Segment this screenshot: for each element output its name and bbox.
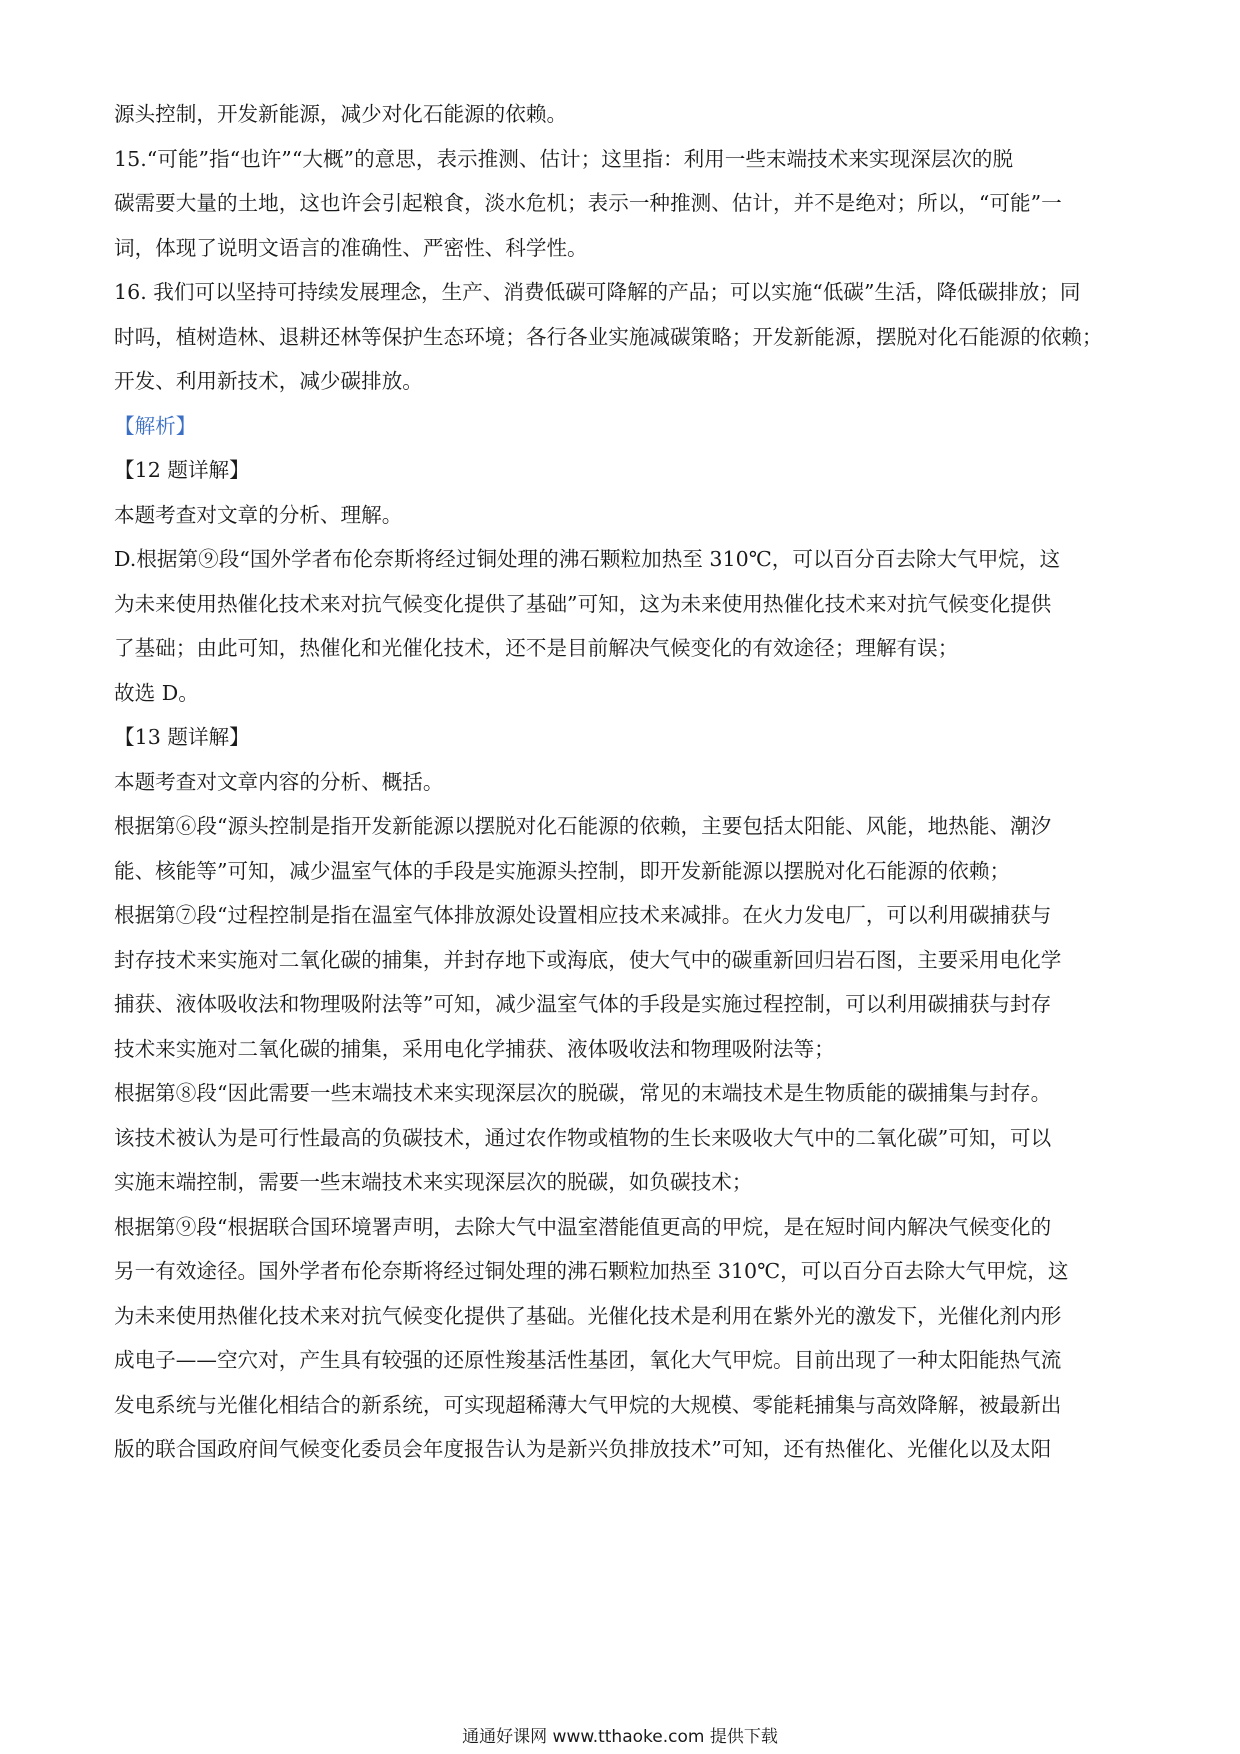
text-line: 根据第⑧段“因此需要一些末端技术来实现深层次的脱碳，常见的末端技术是生物质能的碳捕集与封存。 xyxy=(114,1081,1052,1105)
q13-heading: 【13 题详解】 xyxy=(114,725,250,749)
text-line: 另一有效途径。国外学者布伦奈斯将经过铜处理的沸石颗粒加热至 310℃，可以百分百去除大气甲烷，这 xyxy=(114,1259,1069,1283)
document-body xyxy=(114,92,1128,1472)
text-line: 为未来使用热催化技术来对抗气候变化提供了基础。光催化技术是利用在紫外光的激发下，光催化剂内形 xyxy=(114,1303,1062,1328)
text-line: 该技术被认为是可行性最高的负碳技术，通过农作物或植物的生长来吸收大气中的二氧化碳”可知，可以 xyxy=(114,1125,1052,1150)
q12-heading: 【12 题详解】 xyxy=(114,458,250,482)
text-line: 根据第⑦段“过程控制是指在温室气体排放源处设置相应技术来减排。在火力发电厂，可以利用碳捕获与 xyxy=(114,903,1052,927)
text-line: 根据第⑨段“根据联合国环境署声明，去除大气中温室潜能值更高的甲烷，是在短时间内解决气候变化的 xyxy=(114,1214,1052,1239)
text-line: 实施末端控制，需要一些末端技术来实现深层次的脱碳，如负碳技术； xyxy=(114,1170,753,1194)
text-line: 根据第⑥段“源头控制是指开发新能源以摆脱对化石能源的依赖，主要包括太阳能、风能，地热能、潮汐 xyxy=(114,814,1052,838)
text-line: 成电子——空穴对，产生具有较强的还原性羧基活性基团，氧化大气甲烷。目前出现了一种太阳能热气流 xyxy=(114,1348,1062,1372)
text-line: 本题考查对文章的分析、理解。 xyxy=(114,502,403,527)
text-line: 为未来使用热催化技术来对抗气候变化提供了基础”可知，这为未来使用热催化技术来对抗气候变化提供 xyxy=(114,591,1052,616)
text-line: 封存技术来实施对二氧化碳的捕集，并封存地下或海底，使大气中的碳重新回归岩石图，主要采用电化学 xyxy=(114,947,1062,972)
text-line: 版的联合国政府间气候变化委员会年度报告认为是新兴负排放技术”可知，还有热催化、光催化以及太阳 xyxy=(114,1437,1052,1461)
text-line: D.根据第⑨段“国外学者布伦奈斯将经过铜处理的沸石颗粒加热至 310℃，可以百分百去除大气甲烷，这 xyxy=(114,547,1061,571)
text-line: 技术来实施对二氧化碳的捕集，采用电化学捕获、液体吸收法和物理吸附法等； xyxy=(114,1036,835,1061)
text-line: 源头控制，开发新能源，减少对化石能源的依赖。 xyxy=(114,102,568,126)
answer-16: 16. 我们可以坚持可持续发展理念，生产、消费低碳可降解的产品；可以实施“低碳”生活，降低碳排放；同 xyxy=(114,280,1081,304)
text-line: 了基础；由此可知，热催化和光催化技术，还不是目前解决气候变化的有效途径；理解有误； xyxy=(114,636,959,660)
answer-15: 15.“可能”指“也许”“大概”的意思，表示推测、估计；这里指：利用一些末端技术来实现深层次的脱 xyxy=(114,146,1014,171)
text-line: 捕获、液体吸收法和物理吸附法等”可知，减少温室气体的手段是实施过程控制，可以利用碳捕获与封存 xyxy=(114,992,1052,1016)
analysis-heading: 【解析】 xyxy=(114,413,197,438)
text-line: 词，体现了说明文语言的准确性、严密性、科学性。 xyxy=(114,235,588,260)
text-line: 发电系统与光催化相结合的新系统，可实现超稀薄大气甲烷的大规模、零能耗捕集与高效降解，被最新出 xyxy=(114,1392,1062,1417)
text-line: 时吗，植树造林、退耕还林等保护生态环境；各行各业实施减碳策略；开发新能源，摆脱对化石能源的依赖； xyxy=(114,324,1103,349)
text-line: 故选 D。 xyxy=(114,680,199,705)
text-line: 能、核能等”可知，减少温室气体的手段是实施源头控制，即开发新能源以摆脱对化石能源的依赖； xyxy=(114,858,1011,883)
text-line: 本题考查对文章内容的分析、概括。 xyxy=(114,769,444,794)
text-line: 碳需要大量的土地，这也许会引起粮食，淡水危机；表示一种推测、估计，并不是绝对；所以，“可能”一 xyxy=(114,191,1062,215)
text-line: 开发、利用新技术，减少碳排放。 xyxy=(114,369,423,393)
page-footer: 通通好课网 www.tthaoke.com 提供下载 xyxy=(462,1727,778,1747)
